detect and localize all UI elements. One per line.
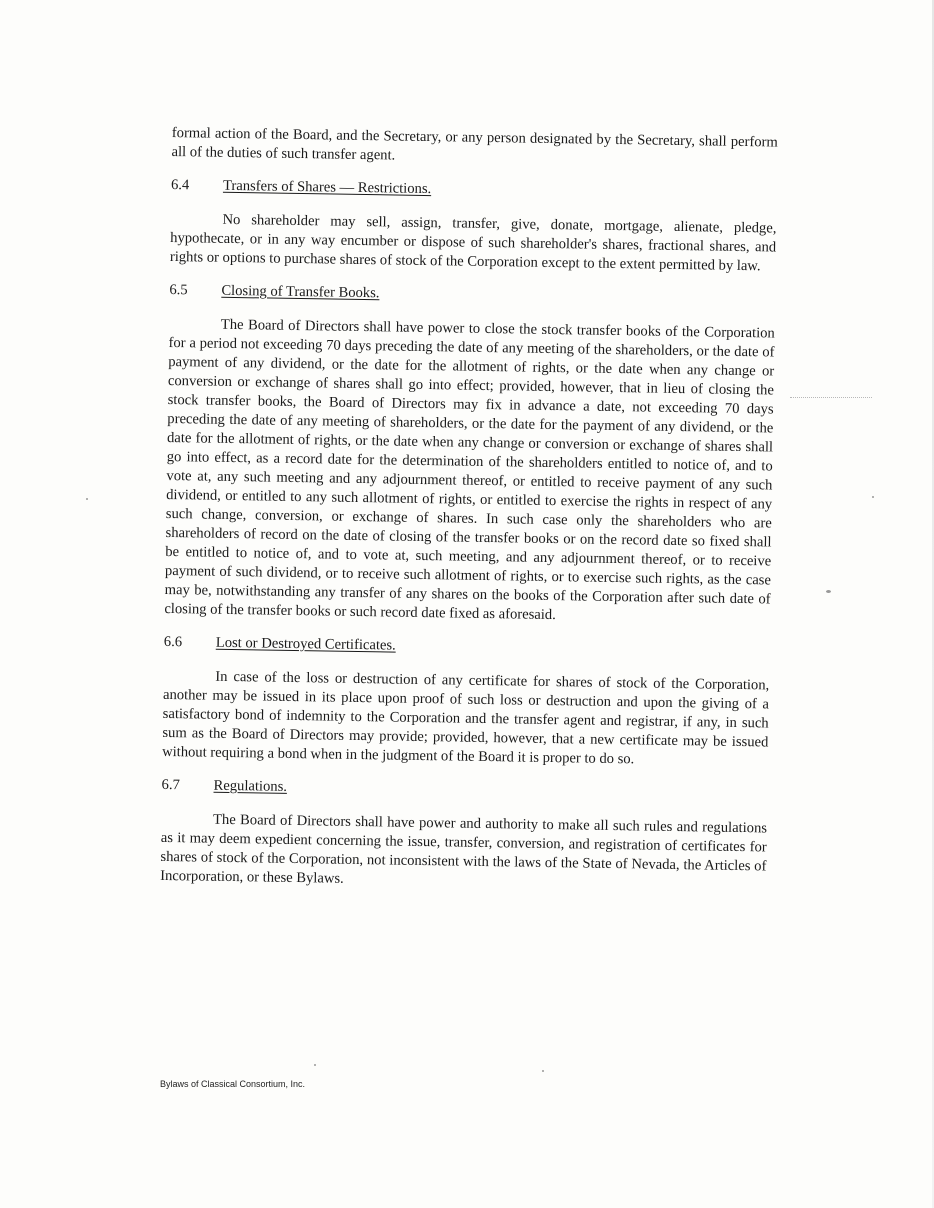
opening-paragraph: formal action of the Board, and the Secretary, or any person designated by the Secretary, shall perform all of the duties of such transfer agent. xyxy=(171,124,778,164)
section-heading-6-5 xyxy=(169,281,775,310)
document-body xyxy=(160,124,778,895)
section-title: Regulations. xyxy=(213,777,288,795)
section-heading-6-7 xyxy=(161,776,767,805)
scan-speck xyxy=(314,1064,316,1066)
section-title: Closing of Transfer Books. xyxy=(221,282,380,302)
scan-speck xyxy=(826,590,831,593)
scan-speck xyxy=(872,496,874,498)
section-body-6-4: No shareholder may sell, assign, transfer, give, donate, mortgage, alienate, pledge, hypothecate, or in any way encumber or dispose of such shareholder's shares, fractional shares, and rights or options to purchase shares of stock of the Corporation except to the extent permitted by law. xyxy=(169,211,777,275)
section-body-6-7: The Board of Directors shall have power and authority to make all such rules and regulations as it may deem expedient concerning the issue, transfer, conversion, and registration of certificates for shares of stock of the Corporation, not inconsistent with the laws of the State of Nevada, the Articles of Incorporation, or these Bylaws. xyxy=(160,811,768,887)
section-title: Transfers of Shares — Restrictions. xyxy=(222,177,432,198)
section-title: Lost or Destroyed Certificates. xyxy=(215,634,396,654)
scan-artifact xyxy=(790,397,872,399)
section-number: 6.5 xyxy=(169,281,188,299)
page-footer: Bylaws of Classical Consortium, Inc. xyxy=(160,1079,306,1089)
section-body-6-5: The Board of Directors shall have power to close the stock transfer books of the Corporation for a period not exceeding 70 days preceding the date of any meeting of the shareholders, or the date of payment of any dividend, or the date for the allotment of rights, or the date when any change or conversion or exchange of shares shall go into effect; provided, however, that in lieu of closing the stock transfer books, the Board of Directors may fix in advance a date, not exceeding 70 days preceding the date of any meeting of shareholders, or the date for the payment of any dividend, or the date for the allotment of rights, or the date when any change or conversion or exchange of shares shall go into effect, as a record date for the determination of the shareholders entitled to notice of, and to vote at, any such meeting and any adjournment thereof, or entitled to receive payment of any such dividend, or entitled to any such allotment of rights, or entitled to exercise the rights in respect of any such change, conversion, or exchange of shares. In such case only the shareholders who are shareholders of record on the date of closing of the transfer books or on the record date so fixed shall be entitled to notice of, and to vote at, such meeting, and any adjournment thereof, or to receive payment of such dividend, or to receive such allotment of rights, or to exercise such rights, as the case may be, notwithstanding any transfer of any shares on the books of the Corporation after such date of closing of the transfer books or such record date fixed as aforesaid. xyxy=(164,316,775,624)
section-number: 6.6 xyxy=(163,633,183,651)
section-body-6-6: In case of the loss or destruction of any certificate for shares of stock of the Corporation, another may be issued in its place upon proof of such loss or destruction and upon the giving of a satisfactory bond of indemnity to the Corporation and the transfer agent and registrar, if any, in such sum as the Board of Directors may provide; provided, however, that a new certificate may be issued without requiring a bond when in the judgment of the Board it is proper to do so. xyxy=(162,668,770,768)
section-heading-6-6 xyxy=(164,633,770,662)
scan-speck xyxy=(542,1070,544,1072)
section-number: 6.7 xyxy=(161,776,180,794)
section-heading-6-4 xyxy=(171,176,777,205)
section-number: 6.4 xyxy=(170,176,190,194)
scan-speck xyxy=(86,498,88,500)
